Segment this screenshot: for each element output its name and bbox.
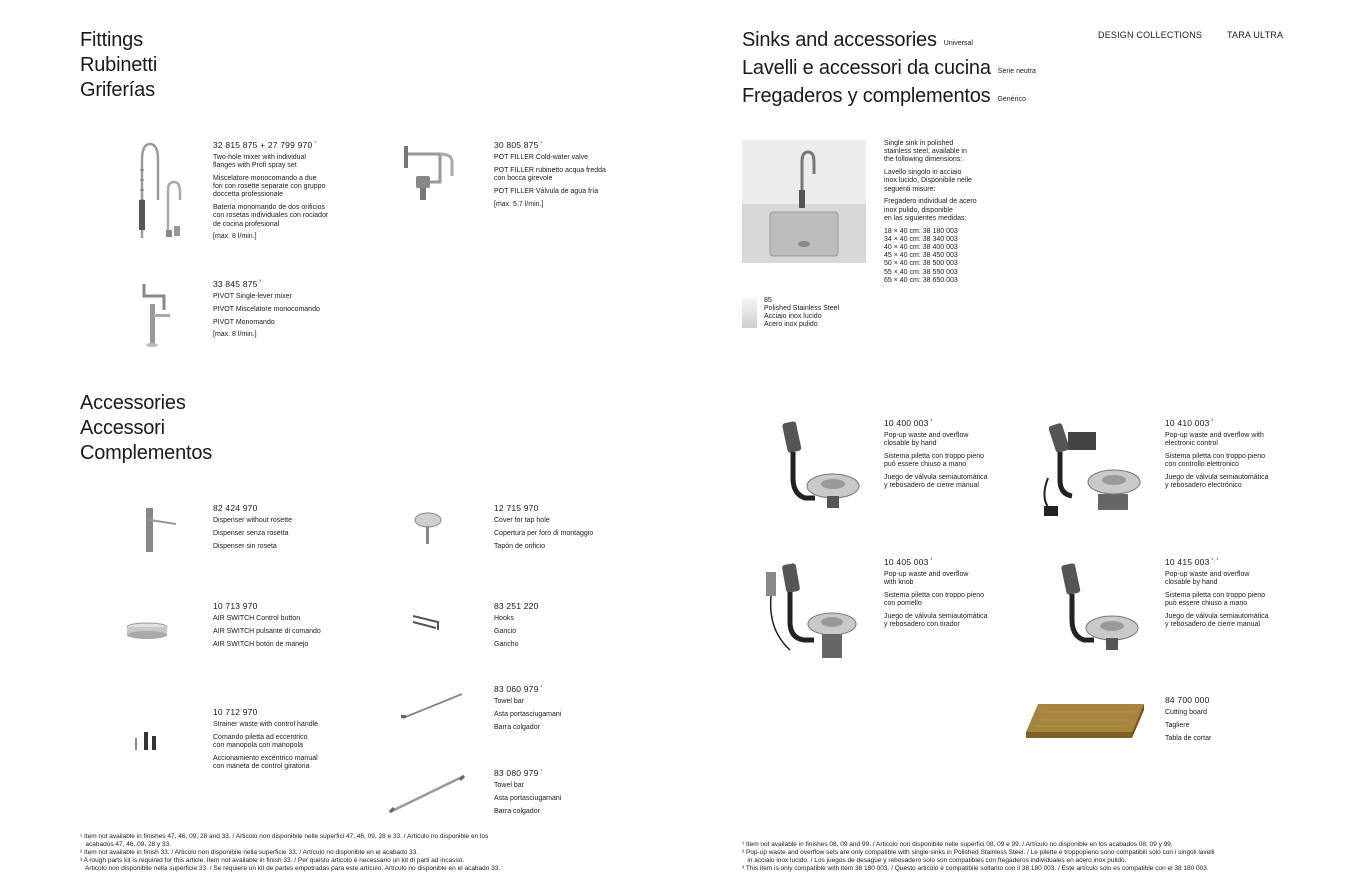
product-a3: 10 713 970 AIR SWITCH Control button AIR SWITCH pulsante di comando AIR SWITCH botón de manejo xyxy=(213,601,343,653)
text-block: Dispenser sin roseta xyxy=(213,542,277,550)
product-f1: 32 815 875 + 27 799 970 $^{^1}$ Two-hole mixer with individual flanges with Profi spray set Miscelatore monocomando a due fori con rosette separate con gruppo doccetta professionale Batería monomando de dos orificios con rosetas individuales con rociador de cocina profesional [max. 8 l/min.] xyxy=(213,140,343,246)
text-block: AIR SWITCH botón de manejo xyxy=(213,640,309,648)
text-block: Juego de válvula semiautomática y rebosadero con tirador xyxy=(884,613,988,629)
text-block: Asta portasciugamani xyxy=(494,794,562,802)
product-a4: 83 251 220 Hooks Gancio Gancho xyxy=(494,601,624,653)
nav-tara-ultra[interactable]: TARA ULTRA xyxy=(1227,30,1284,40)
accessories-heading: Accessories Accessori Complementos xyxy=(80,392,213,464)
product-s1: 10 400 003 $^{^3}$ Pop-up waste and overflow closable by hand Sistema piletta con troppo pieno può essere chiuso a mano Juego de válvula semiautomática y rebosadero de cierre manual xyxy=(884,418,1014,495)
text-block: Cover for tap hole xyxy=(494,517,550,524)
text-block: Two-hole mixer with individual flanges with Profi spray set xyxy=(213,154,306,170)
fittings-heading: Fittings Rubinetti Griferías xyxy=(80,29,158,101)
text-block: Hooks xyxy=(494,615,514,622)
towel-bar-long-image xyxy=(386,772,468,816)
text-block: Single sink in polished stainless steel, available in the following dimensions: xyxy=(884,140,967,164)
product-a7: 83 080 979 $^{^1}$ Towel bar Asta portasciugamani Barra colgador xyxy=(494,768,624,820)
text-block: Copertura per foro di montaggio xyxy=(494,529,594,537)
text-block: POT FILLER rubinetto acqua fredda con bocca girevole xyxy=(494,166,606,182)
text-block: Batería monomando de dos orificios con rosetas individuales con rociador de cocina profesional xyxy=(213,204,329,228)
product-a2: 12 715 970 Cover for tap hole Copertura per foro di montaggio Tapón de orificio xyxy=(494,503,624,555)
footnotes-left: ¹ Item not available in finishes 47, 46, 09, 28 and 33. / Articolo non disponibile nelle superfici 47, 46, 09, 28 e 33. / Artículo no disponible en los acabados 47, 46, 09, 28 y 33. ² Item not available in finish 33. / Articolo non disponibile nella superficie 33. / Artículo no disponible en el acabado 33. ³ A rough parts kit is required for this article. Item not available in finish 33. / Per questo articolo è necessario un kit di parti ad incasso. Articolo non disponibile nella superficie 33. / Se requiere un kit de partes empotradas para este artículo. Artículo no disponible en el acabado 33. xyxy=(80,833,501,872)
text-block: POT FILLER Cold-water valve xyxy=(494,154,589,161)
product-s5: 84 700 000 Cutting board Tagliere Tabla de cortar xyxy=(1165,695,1295,747)
text-block: Juego de válvula semiautomática y rebosadero electrónico xyxy=(1165,474,1269,490)
text-block: Towel bar xyxy=(494,698,524,705)
hooks-image xyxy=(410,612,444,634)
text-block: Fregadero individual de acero inox pulido, disponible en las siguientes medidas: xyxy=(884,198,977,222)
text-block: 45 × 40 cm: 38 450 003 xyxy=(884,252,958,260)
dispenser-image xyxy=(138,506,182,554)
sinks-heading: Sinks and accessories Universal Lavelli e accessori da cucina Serie neutra Fregaderos y complementos Genérico xyxy=(742,29,1036,107)
text-block: 65 × 40 cm: 38 650 003 xyxy=(884,276,958,284)
footnotes-right: ¹ Item not available in finishes 08, 09 and 99. / Articolo non disponibile nelle superfici 08, 09 e 99. / Artículo no disponible en los acabados 08, 09 y 99. ² Pop-up waste and overflow sets are only compatible with single sinks in Polished Stainless Steel. / Le pilette e troppopieno sono compatibili solo con i singoli lavelli in acciaio inox lucido. / Los juegos de desagüe y rebosadero solo son compatibles con fregaderos individuales en acero inox pulido. ³ This item is only compatible with item 38 180 003. / Questo articolo è compatibile soltanto con il 38 180 003. / Este artículo solo es compatible con el 38 180 003. xyxy=(742,841,1215,872)
two-hole-mixer-image xyxy=(130,140,190,242)
text-block: Gancio xyxy=(494,627,517,635)
text-block: [max. 5.7 l/min.] xyxy=(494,200,544,208)
text-block: Lavello singolo in acciaio inox lucido, Disponibile nelle seguenti misure: xyxy=(884,169,972,193)
popup-waste-hand-image-2 xyxy=(1054,560,1144,652)
text-block: POT FILLER Válvula de agua fría xyxy=(494,187,599,195)
text-block: Acciaio inox lucido xyxy=(764,313,822,321)
popup-waste-knob-image xyxy=(760,560,870,664)
text-block: Comando piletta ad eccentrico con manopola con manopola xyxy=(213,733,308,749)
text-block: Accionamiento excéntrico manual con maneta de control giratoria xyxy=(213,754,318,770)
text-block: Sistema piletta con troppo pieno può essere chiuso a mano xyxy=(884,453,985,469)
text-block: Sistema piletta con troppo pieno con pomello xyxy=(884,592,985,608)
text-block: Towel bar xyxy=(494,782,524,789)
text-block: Dispenser senza rosetta xyxy=(213,529,289,537)
finish-swatch xyxy=(742,298,757,328)
text-block: Acero inox pulido xyxy=(764,321,818,329)
text-block: Sistema piletta con troppo pieno con controllo elettronico xyxy=(1165,453,1266,469)
product-a6: 83 060 979 $^{^1}$ Towel bar Asta portasciugamani Barra colgador xyxy=(494,684,624,736)
product-a1: 82 424 970 Dispenser without rosette Dispenser senza rosetta Dispenser sin roseta xyxy=(213,503,343,555)
popup-waste-hand-image xyxy=(775,418,865,510)
text-block: Juego de válvula semiautomática y rebosadero de cierre manual xyxy=(1165,613,1269,629)
text-block: [max. 8 l/min.] xyxy=(213,331,257,339)
text-block: Strainer waste with control handle xyxy=(213,721,319,728)
text-block: 40 × 40 cm: 38 400 003 xyxy=(884,244,958,252)
text-block: Barra colgador xyxy=(494,807,540,815)
text-block: Pop-up waste and overflow closable by hand xyxy=(1165,571,1250,587)
text-block: Pop-up waste and overflow with knob xyxy=(884,571,969,587)
product-s2: 10 410 003 $^{^3}$ Pop-up waste and overflow with electronic control Sistema piletta con troppo pieno con controllo elettronico Juego de válvula semiautomática y rebosadero electrónico xyxy=(1165,418,1295,495)
text-block: Sistema piletta con troppo pieno può essere chiuso a mano xyxy=(1165,592,1266,608)
text-block: Polished Stainless Steel xyxy=(764,305,840,312)
product-f2: 30 805 875 $^{^1}$ POT FILLER Cold-water valve POT FILLER rubinetto acqua fredda con bocca girevole POT FILLER Válvula de agua fría [max. 5.7 l/min.] xyxy=(494,140,624,213)
text-block: AIR SWITCH pulsante di comando xyxy=(213,627,321,635)
cutting-board-image xyxy=(1024,702,1146,740)
text-block: Tapón de orificio xyxy=(494,542,545,550)
pivot-mixer-image xyxy=(134,280,178,350)
text-block: Barra colgador xyxy=(494,723,540,731)
text-block: Tabla de cortar xyxy=(1165,734,1212,742)
text-block: Gancho xyxy=(494,640,519,648)
tap-hole-cover-image xyxy=(408,510,448,546)
nav-design-collections[interactable]: DESIGN COLLECTIONS xyxy=(1098,30,1203,40)
text-block: PIVOT Miscelatore monocomando xyxy=(213,305,320,313)
text-block: Asta portasciugamani xyxy=(494,710,562,718)
product-s3: 10 405 003 $^{^3}$ Pop-up waste and overflow with knob Sistema piletta con troppo pieno con pomello Juego de válvula semiautomática y rebosadero con tirador xyxy=(884,557,1014,634)
text-block: Tagliere xyxy=(1165,721,1190,729)
product-a5: 10 712 970 Strainer waste with control handle Comando piletta ad eccentrico con manopola con manopola Accionamiento excéntrico manual con maneta de control giratoria xyxy=(213,707,343,776)
strainer-handle-image xyxy=(132,730,162,752)
pot-filler-image xyxy=(400,142,462,204)
text-block: Dispenser without rosette xyxy=(213,517,292,524)
text-block: Juego de válvula semiautomática y rebosadero de cierre manual xyxy=(884,474,988,490)
text-block: PIVOT Single-lever mixer xyxy=(213,293,292,300)
text-block: [max. 8 l/min.] xyxy=(213,233,257,241)
text-block: Miscelatore monocomando a due fori con rosette separate con gruppo doccetta professionale xyxy=(213,175,326,199)
text-block: AIR SWITCH Control button xyxy=(213,615,301,622)
sink-description xyxy=(884,140,1004,285)
text-block: 50 × 40 cm: 38 500 003 xyxy=(884,260,958,268)
text-block: Pop-up waste and overflow closable by hand xyxy=(884,432,969,448)
product-f3: 33 845 875 $^{^2}$ PIVOT Single-lever mixer PIVOT Miscelatore monocomando PIVOT Monomando [max. 8 l/min.] xyxy=(213,279,343,344)
text-block: Cutting board xyxy=(1165,709,1208,716)
product-s4: 10 415 003 $^{^2, ^3}$ Pop-up waste and overflow closable by hand Sistema piletta con troppo pieno può essere chiuso a mano Juego de válvula semiautomática y rebosadero de cierre manual xyxy=(1165,557,1295,634)
text-block: Pop-up waste and overflow with electronic control xyxy=(1165,432,1264,448)
text-block: 55 × 40 cm: 38 550 003 xyxy=(884,268,958,276)
text-block: PIVOT Monomando xyxy=(213,318,275,326)
text-block: 34 × 40 cm: 38 340 003 xyxy=(884,235,958,243)
text-block: 18 × 40 cm: 38 180 003 xyxy=(884,227,958,235)
sink-image xyxy=(742,140,866,263)
air-switch-image xyxy=(124,620,170,644)
popup-waste-electronic-image xyxy=(1038,418,1148,520)
finish-label: 85 Polished Stainless Steel Acciaio inox lucido Acero inox pulido xyxy=(764,297,874,330)
towel-bar-short-image xyxy=(400,690,466,722)
